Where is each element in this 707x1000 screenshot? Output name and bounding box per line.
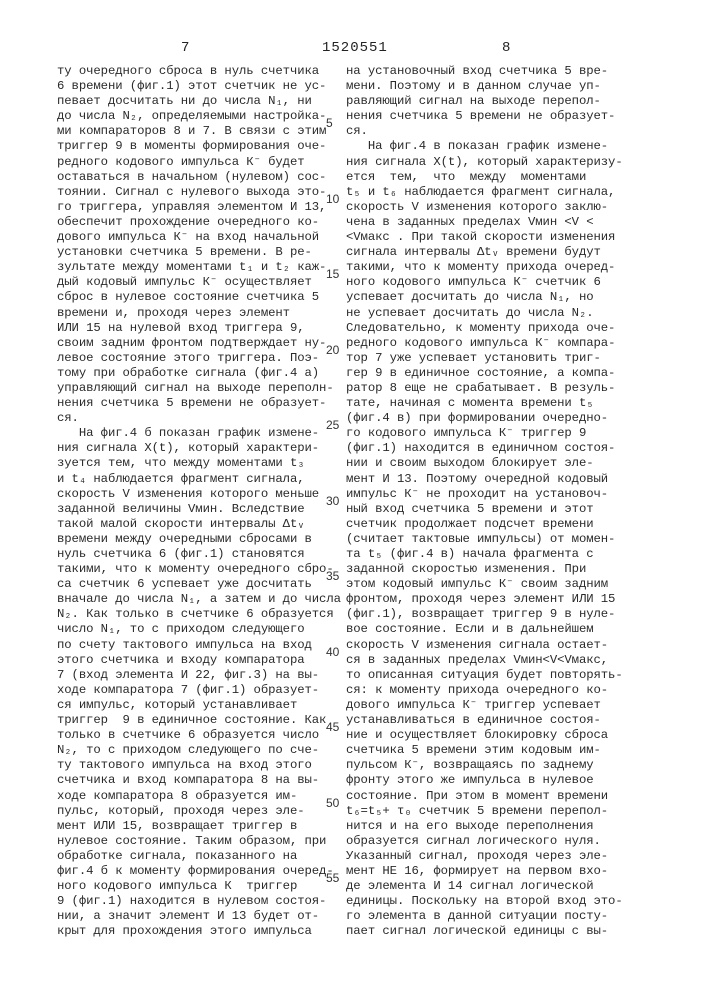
text-line: такой малой скорости интервалы Δtᵥ <box>57 517 339 532</box>
text-line: пульс, который, проходя через эле- <box>57 804 339 819</box>
text-line: успевает досчитать до числа N₁, но <box>346 290 646 305</box>
text-line: ту очередного сброса в нуль счетчика <box>57 64 339 79</box>
text-line: редного кодового импульса К⁻ компара- <box>346 336 646 351</box>
text-line: ние и осуществляет блокировку сброса <box>346 728 646 743</box>
text-line: и t₄ наблюдается фрагмент сигнала, <box>57 472 339 487</box>
text-line: времени между очередными сбросами в <box>57 532 339 547</box>
text-line: на установочный вход счетчика 5 вре- <box>346 64 646 79</box>
text-line: дового импульса К⁻ триггер успевает <box>346 698 646 713</box>
line-number: 45 <box>326 720 339 734</box>
text-line: Следовательно, к моменту прихода оче- <box>346 321 646 336</box>
text-line: счетчика и вход компаратора 8 на вы- <box>57 773 339 788</box>
text-line: времени и, проходя через элемент <box>57 306 339 321</box>
text-line: ся в заданных пределах Vмин<V<Vмакс, <box>346 653 646 668</box>
text-line: скорость V изменения которого меньше <box>57 487 339 502</box>
text-line: мент И 13. Поэтому очередной кодовый <box>346 472 646 487</box>
text-line: заданной скоростью изменения. При <box>346 562 646 577</box>
text-line: то описанная ситуация будет повторять- <box>346 668 646 683</box>
text-line: ния сигнала X(t), который характери- <box>57 441 339 456</box>
text-line: 7 (вход элемента И 22, фиг.3) на вы- <box>57 668 339 683</box>
text-line: N₂. Как только в счетчике 6 образуется <box>57 607 339 622</box>
line-number: 10 <box>326 192 339 206</box>
text-line: вое состояние. Если и в дальнейшем <box>346 622 646 637</box>
text-line: (считает тактовые импульсы) от момен- <box>346 532 646 547</box>
text-line: обработке сигнала, показанного на <box>57 849 339 864</box>
text-line: певает досчитать ни до числа N₁, ни <box>57 94 339 109</box>
text-line: го элемента в данной ситуации посту- <box>346 909 646 924</box>
text-line: ми компараторов 8 и 7. В связи с этим <box>57 124 339 139</box>
text-line: ся: к моменту прихода очередного ко- <box>346 683 646 698</box>
text-line: своим задним фронтом подтверждает ну- <box>57 336 339 351</box>
text-line: ный вход счетчика 5 времени и этот <box>346 502 646 517</box>
text-line: дый кодовый импульс К⁻ осуществляет <box>57 275 339 290</box>
text-line: са счетчик 6 успевает уже досчитать <box>57 577 339 592</box>
text-line: до числа N₂, определяемыми настройка- <box>57 109 339 124</box>
text-line: нулевое состояние. Таким образом, при <box>57 834 339 849</box>
text-line: ся. <box>57 411 339 426</box>
text-line: ту тактового импульса на вход этого <box>57 758 339 773</box>
page-number-right: 8 <box>502 40 510 56</box>
text-line: оставаться в начальном (нулевом) сос- <box>57 170 339 185</box>
text-line: заданной величины Vмин. Вследствие <box>57 502 339 517</box>
text-line: обеспечит прохождение очередного ко- <box>57 215 339 230</box>
text-line: тому при обработке сигнала (фиг.4 а) <box>57 366 339 381</box>
text-line: нения счетчика 5 времени не образует- <box>346 109 646 124</box>
right-text-column <box>346 64 646 939</box>
text-line: такими, что к моменту прихода очеред- <box>346 260 646 275</box>
text-line: образуется сигнал логического нуля. <box>346 834 646 849</box>
text-line: тор 7 уже успевает установить триг- <box>346 351 646 366</box>
text-line: счетчик продолжает подсчет времени <box>346 517 646 532</box>
text-line: <Vмакс . При такой скорости изменения <box>346 230 646 245</box>
text-line: ния сигнала X(t), который характеризу- <box>346 155 646 170</box>
text-line: фронтом, проходя через элемент ИЛИ 15 <box>346 592 646 607</box>
text-line: состояние. При этом в момент времени <box>346 789 646 804</box>
text-line: ратор 8 еще не срабатывает. В резуль- <box>346 381 646 396</box>
text-line: только в счетчике 6 образуется число <box>57 728 339 743</box>
text-line: триггер 9 в единичное состояние. Как <box>57 713 339 728</box>
text-line: вначале до числа N₁, а затем и до числа <box>57 592 339 607</box>
text-line: чена в заданных пределах Vмин <V < <box>346 215 646 230</box>
text-line: не успевает досчитать до числа N₂. <box>346 306 646 321</box>
text-line: такими, что к моменту очередного сбро- <box>57 562 339 577</box>
text-line: нения счетчика 5 времени не образует- <box>57 396 339 411</box>
text-line: число N₁, то с приходом следующего <box>57 622 339 637</box>
text-line: единицы. Поскольку на второй вход это- <box>346 894 646 909</box>
text-line: пает сигнал логической единицы с вы- <box>346 924 646 939</box>
page-number-left: 7 <box>181 40 189 56</box>
text-line: та t₅ (фиг.4 в) начала фрагмента с <box>346 547 646 562</box>
text-line: нится и на его выходе переполнения <box>346 819 646 834</box>
text-line: На фиг.4 в показан график измене- <box>346 139 646 154</box>
text-line: ходе компаратора 8 образуется им- <box>57 789 339 804</box>
text-line: редного кодового импульса К⁻ будет <box>57 155 339 170</box>
text-line: де элемента И 14 сигнал логической <box>346 879 646 894</box>
text-line: 9 (фиг.1) находится в нулевом состоя- <box>57 894 339 909</box>
text-line: скорость V изменения которого заклю- <box>346 200 646 215</box>
text-line: гер 9 в единичное состояние, а компа- <box>346 366 646 381</box>
text-line: (фиг.4 в) при формировании очередно- <box>346 411 646 426</box>
text-line: этом кодовый импульс К⁻ своим задним <box>346 577 646 592</box>
line-number: 5 <box>326 116 333 130</box>
text-line: ного кодового импульса К⁻ счетчик 6 <box>346 275 646 290</box>
text-line: (фиг.1) находится в единичном состоя- <box>346 441 646 456</box>
text-line: N₂, то с приходом следующего по сче- <box>57 743 339 758</box>
text-line: по счету тактового импульса на вход <box>57 638 339 653</box>
patent-number: 1520551 <box>322 40 388 56</box>
text-line: сигнала интервалы Δtᵥ времени будут <box>346 245 646 260</box>
text-line: тате, начиная с момента времени t₅ <box>346 396 646 411</box>
line-number: 30 <box>326 494 339 508</box>
left-text-column <box>57 64 339 939</box>
text-line: мени. Поэтому и в данном случае уп- <box>346 79 646 94</box>
text-line: левое состояние этого триггера. Поэ- <box>57 351 339 366</box>
text-line: (фиг.1), возвращает триггер 9 в нуле- <box>346 607 646 622</box>
text-line: ного кодового импульса К триггер <box>57 879 339 894</box>
text-line: нии, а значит элемент И 13 будет от- <box>57 909 339 924</box>
text-line: мент НЕ 16, формирует на первом вхо- <box>346 864 646 879</box>
text-line: t₅ и t₆ наблюдается фрагмент сигнала, <box>346 185 646 200</box>
text-line: дового импульса К⁻ на вход начальной <box>57 230 339 245</box>
text-line: этого счетчика и входу компаратора <box>57 653 339 668</box>
text-line: фронту этого же импульса в нулевое <box>346 773 646 788</box>
text-line: ИЛИ 15 на нулевой вход триггера 9, <box>57 321 339 336</box>
text-line: сброс в нулевое состояние счетчика 5 <box>57 290 339 305</box>
line-number: 40 <box>326 645 339 659</box>
line-number: 55 <box>326 871 339 885</box>
text-line: тоянии. Сигнал с нулевого выхода это- <box>57 185 339 200</box>
text-line: устанавливаться в единичное состоя- <box>346 713 646 728</box>
text-line: крыт для прохождения этого импульса <box>57 924 339 939</box>
text-line: нии и своим выходом блокирует эле- <box>346 456 646 471</box>
text-line: На фиг.4 б показан график измене- <box>57 426 339 441</box>
text-line: Указанный сигнал, проходя через эле- <box>346 849 646 864</box>
text-line: управляющий сигнал на выходе переполн- <box>57 381 339 396</box>
line-number: 25 <box>326 418 339 432</box>
text-line: ходе компаратора 7 (фиг.1) образует- <box>57 683 339 698</box>
text-line: равляющий сигнал на выходе перепол- <box>346 94 646 109</box>
text-line: зультате между моментами t₁ и t₂ каж- <box>57 260 339 275</box>
line-number: 20 <box>326 343 339 357</box>
text-line: фиг.4 б к моменту формирования очеред- <box>57 864 339 879</box>
line-number: 15 <box>326 267 339 281</box>
text-line: 6 времени (фиг.1) этот счетчик не ус- <box>57 79 339 94</box>
text-line: го кодового импульса К⁻ триггер 9 <box>346 426 646 441</box>
text-line: ется тем, что между моментами <box>346 170 646 185</box>
line-number: 35 <box>326 569 339 583</box>
line-number: 50 <box>326 796 339 810</box>
text-line: ся. <box>346 124 646 139</box>
text-line: скорость V изменения сигнала остает- <box>346 638 646 653</box>
text-line: триггер 9 в моменты формирования оче- <box>57 139 339 154</box>
text-line: пульсом К⁻, возвращаясь по заднему <box>346 758 646 773</box>
text-line: ся импульс, который устанавливает <box>57 698 339 713</box>
text-line: го триггера, управляя элементом И 13, <box>57 200 339 215</box>
text-line: мент ИЛИ 15, возвращает триггер в <box>57 819 339 834</box>
text-line: нуль счетчика 6 (фиг.1) становятся <box>57 547 339 562</box>
text-line: t₆=t₅+ τ₀ счетчик 5 времени перепол- <box>346 804 646 819</box>
text-line: установки счетчика 5 времени. В ре- <box>57 245 339 260</box>
text-line: счетчика 5 времени этим кодовым им- <box>346 743 646 758</box>
text-line: импульс К⁻ не проходит на установоч- <box>346 487 646 502</box>
text-line: зуется тем, что между моментами t₃ <box>57 456 339 471</box>
